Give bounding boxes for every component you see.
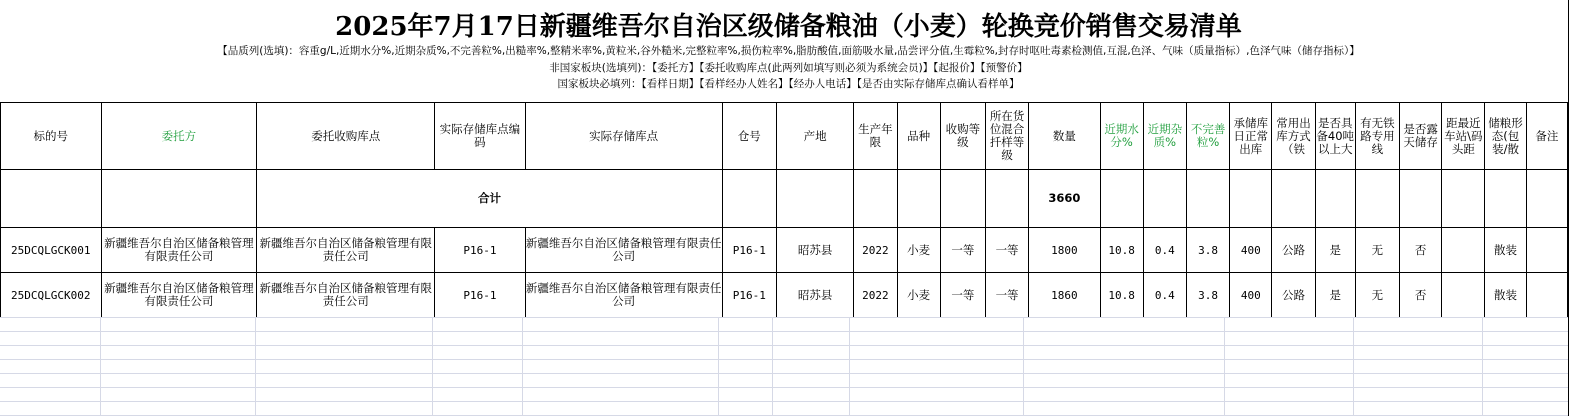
total-cell-empty (854, 170, 897, 228)
column-header: 常用出库方式（铁 (1272, 103, 1315, 170)
total-cell-empty (985, 170, 1028, 228)
column-header: 承储库日正常出库 (1230, 103, 1272, 170)
total-cell-empty (1186, 170, 1229, 228)
total-cell-empty (1355, 170, 1399, 228)
column-header: 数量 (1029, 103, 1100, 170)
table-cell: 昭苏县 (776, 273, 853, 318)
table-cell: 0.4 (1143, 273, 1186, 318)
column-header: 是否露天储存 (1400, 103, 1442, 170)
column-header: 实际存储库点编码 (435, 103, 525, 170)
column-header: 储粮形态(包装/散 (1485, 103, 1526, 170)
grid-col-line (718, 317, 719, 416)
table-cell: 1860 (1029, 273, 1100, 318)
table-row (1, 228, 1568, 273)
table-cell: 一等 (985, 273, 1028, 318)
table-cell: 无 (1355, 273, 1399, 318)
table-cell: 25DCQLGCK002 (1, 273, 102, 318)
table-cell: 公路 (1272, 273, 1315, 318)
table-cell: 25DCQLGCK001 (1, 228, 102, 273)
grid-col-line (849, 317, 850, 416)
table-cell: 0.4 (1143, 228, 1186, 273)
table-cell (1526, 228, 1567, 273)
total-cell-empty (940, 170, 985, 228)
grid-col-line (772, 317, 773, 416)
grid-col-line (100, 317, 101, 416)
table-cell: 无 (1355, 228, 1399, 273)
total-row (1, 170, 1568, 228)
total-label: 合计 (257, 170, 722, 228)
table-cell: 新疆维吾尔自治区储备粮管理有限责任公司 (101, 273, 257, 318)
quality-columns-note: 【品质列(选填)：容重g/L,近期水分%,近期杂质%,不完善粒%,出糙率%,整精米率%,黄粒米,谷外糙米,完整粒率%,损伤粒率%,脂肪酸值,面筋吸水量,品尝评分值,生霉粒%,封存时呕吐毒素检测值,互混,色泽、气味（质量指标）,色泽气味（储存指标）】 (217, 45, 1360, 57)
grid-col-line (432, 317, 433, 416)
table-cell (1442, 273, 1485, 318)
table-cell: 3.8 (1186, 273, 1229, 318)
table-cell: P16-1 (722, 273, 776, 318)
table-cell: 是 (1315, 228, 1355, 273)
non-national-columns-note: 非国家板块(选填列)：【委托方】【委托收购库点(此两列如填写则必须为系统会员)】【起报价】【预警价】 (549, 62, 1028, 74)
table-cell: 10.8 (1100, 228, 1143, 273)
table-cell: 2022 (854, 273, 897, 318)
grid-col-line (522, 317, 523, 416)
table-cell (1526, 273, 1567, 318)
empty-sheet-grid (0, 317, 1568, 416)
table-cell: 小麦 (897, 273, 940, 318)
column-header: 备注 (1526, 103, 1567, 170)
table-cell: 新疆维吾尔自治区储备粮管理有限责任公司 (101, 228, 257, 273)
table-cell: P16-1 (435, 228, 525, 273)
total-cell-empty (1143, 170, 1186, 228)
table-cell: 新疆维吾尔自治区储备粮管理有限责任公司 (257, 273, 435, 318)
total-cell-empty (1400, 170, 1442, 228)
grid-col-line (1023, 317, 1024, 416)
total-cell-empty (897, 170, 940, 228)
total-cell-empty (1442, 170, 1485, 228)
table-cell: P16-1 (435, 273, 525, 318)
column-header: 仓号 (722, 103, 776, 170)
trade-list-table (0, 102, 1568, 318)
column-header: 距最近车站\码头距 (1442, 103, 1485, 170)
table-cell: 是 (1315, 273, 1355, 318)
table-cell: 一等 (940, 273, 985, 318)
column-header: 标的号 (1, 103, 102, 170)
table-header-row (1, 103, 1568, 170)
table-cell: 小麦 (897, 228, 940, 273)
table-cell: 一等 (985, 228, 1028, 273)
table-cell: 新疆维吾尔自治区储备粮管理有限责任公司 (257, 228, 435, 273)
total-cell-empty (1, 170, 102, 228)
column-header: 近期水分% (1100, 103, 1143, 170)
total-cell-empty (1100, 170, 1143, 228)
column-header: 有无铁路专用线 (1355, 103, 1399, 170)
total-cell-empty (722, 170, 776, 228)
grid-col-line (1224, 317, 1225, 416)
table-cell: P16-1 (722, 228, 776, 273)
grid-col-line (255, 317, 256, 416)
total-cell-empty (101, 170, 257, 228)
table-cell: 2022 (854, 228, 897, 273)
total-cell-empty (1272, 170, 1315, 228)
sheet-right-border (1568, 0, 1569, 416)
total-quantity: 3660 (1029, 170, 1100, 228)
table-cell: 否 (1400, 273, 1442, 318)
table-cell: 一等 (940, 228, 985, 273)
table-row (1, 273, 1568, 318)
column-header: 品种 (897, 103, 940, 170)
total-cell-empty (776, 170, 853, 228)
total-cell-empty (1315, 170, 1355, 228)
table-cell: 否 (1400, 228, 1442, 273)
national-columns-note: 国家板块必填列：【看样日期】【看样经办人姓名】【经办人电话】【是否由实际存储库点确认看样单】 (557, 78, 1020, 90)
grid-col-line (1353, 317, 1354, 416)
column-header: 收购等级 (940, 103, 985, 170)
table-cell: 公路 (1272, 228, 1315, 273)
table-cell: 10.8 (1100, 273, 1143, 318)
table-cell (1442, 228, 1485, 273)
document-title: 2025年7月17日新疆维吾尔自治区级储备粮油（小麦）轮换竞价销售交易清单 (335, 12, 1242, 42)
table-cell: 400 (1230, 228, 1272, 273)
table-cell: 散装 (1485, 273, 1526, 318)
column-header: 不完善粒% (1186, 103, 1229, 170)
column-header: 产地 (776, 103, 853, 170)
table-cell: 昭苏县 (776, 228, 853, 273)
table-cell: 新疆维吾尔自治区储备粮管理有限责任公司 (525, 273, 722, 318)
table-cell: 400 (1230, 273, 1272, 318)
column-header: 是否具备40吨以上大 (1315, 103, 1355, 170)
table-cell: 散装 (1485, 228, 1526, 273)
table-cell: 新疆维吾尔自治区储备粮管理有限责任公司 (525, 228, 722, 273)
column-header: 近期杂质% (1143, 103, 1186, 170)
column-header: 委托方 (101, 103, 257, 170)
column-header: 生产年限 (854, 103, 897, 170)
total-cell-empty (1485, 170, 1526, 228)
table-cell: 1800 (1029, 228, 1100, 273)
column-header: 所在货位混合扦样等级 (985, 103, 1028, 170)
total-cell-empty (1526, 170, 1567, 228)
table-cell: 3.8 (1186, 228, 1229, 273)
grid-col-line (1482, 317, 1483, 416)
total-cell-empty (1230, 170, 1272, 228)
column-header: 委托收购库点 (257, 103, 435, 170)
column-header: 实际存储库点 (525, 103, 722, 170)
